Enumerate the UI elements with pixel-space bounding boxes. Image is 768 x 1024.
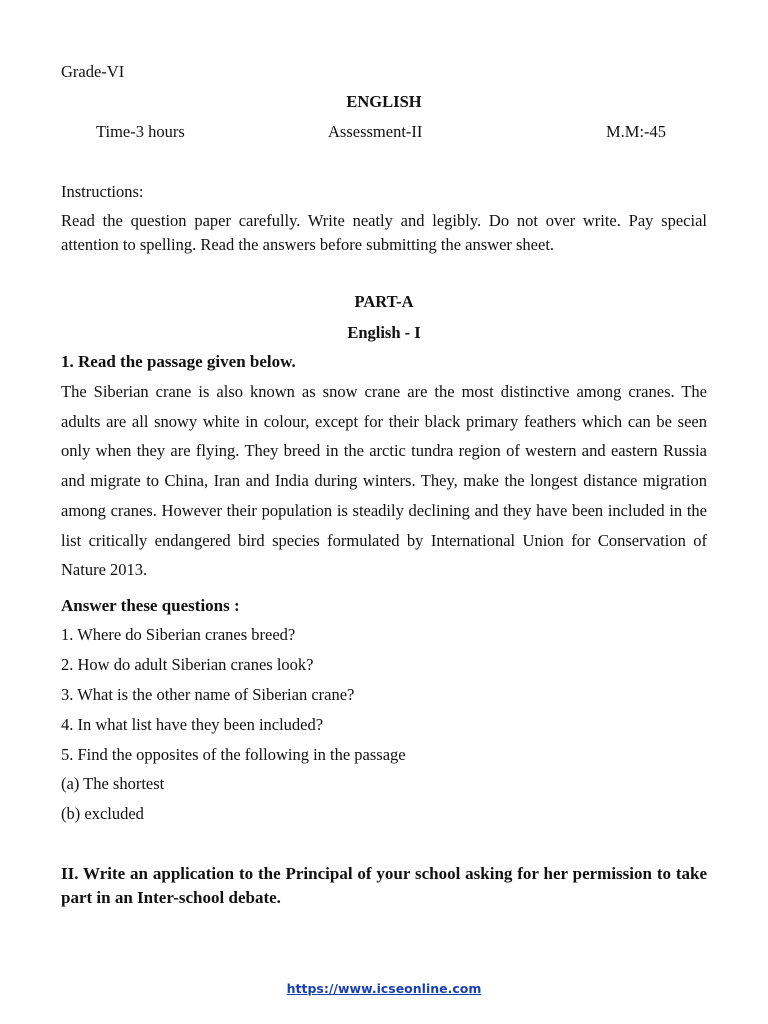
question-item: 4. In what list have they been included? [61, 715, 324, 734]
section2-question: II. Write an application to the Principal of your school asking for her permission to take part in an Inter-school debate. [61, 864, 707, 907]
question-subitem: (b) excluded [61, 804, 144, 823]
instructions-label: Instructions: [61, 182, 144, 201]
subject-title: ENGLISH [346, 92, 422, 111]
question-item: 5. Find the opposites of the following in the passage [61, 745, 406, 764]
section1-heading: 1. Read the passage given below. [61, 352, 296, 371]
question-item: 1. Where do Siberian cranes breed? [61, 625, 296, 644]
instructions-text: Read the question paper carefully. Write neatly and legibly. Do not over write. Pay special attention to spelling. Read the answers before submitting the answer sheet. [61, 211, 707, 254]
time-label: Time-3 hours [96, 122, 185, 141]
question-item: 3. What is the other name of Siberian crane? [61, 685, 355, 704]
footer-link[interactable]: https://www.icseonline.com [286, 981, 482, 996]
max-marks-label: M.M:-45 [606, 122, 667, 141]
footer [0, 981, 768, 996]
questions-heading: Answer these questions : [61, 596, 240, 615]
grade-label: Grade-VI [61, 62, 125, 81]
question-item: 2. How do adult Siberian cranes look? [61, 655, 314, 674]
assessment-label: Assessment-II [328, 122, 423, 141]
passage-text: The Siberian crane is also known as snow crane are the most distinctive among cranes. The adults are all snowy white in colour, except for their black primary feathers which can be seen only when they are flying. They breed in the arctic tundra region of western and eastern Russia and migrate to China, Iran and India during winters. They, make the longest distance migration among cranes. However their population is steadily declining and they have been included in the list critically endangered bird species formulated by International Union for Conservation of Nature 2013. [61, 382, 707, 580]
part-subtitle: English - I [347, 323, 421, 342]
question-subitem: (a) The shortest [61, 774, 165, 793]
part-title: PART-A [354, 292, 414, 311]
